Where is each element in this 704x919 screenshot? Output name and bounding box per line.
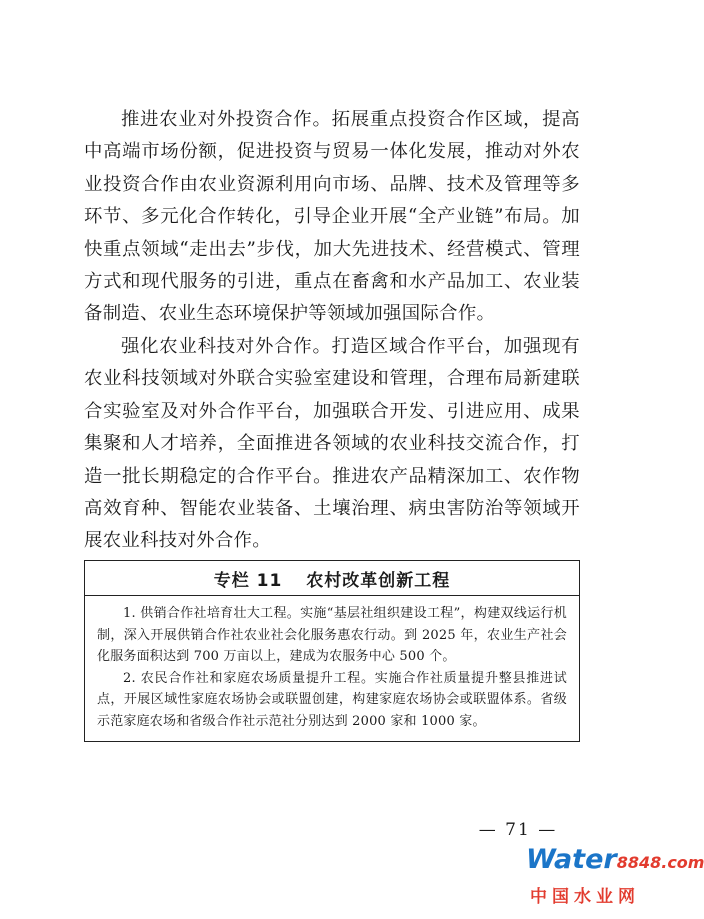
column-box-item: 1. 供销合作社培育壮大工程。实施“基层社组织建设工程”，构建双线运行机制，深入开展供销合作社农业社会化服务惠农行动。到 2025 年，农业生产社会化服务面积达到 700 万亩以上，建成为农服务中心 500 个。 [97,606,567,664]
watermark-subtitle: 中国水业网 [530,887,640,907]
body-paragraph-1: 推进农业对外投资合作。拓展重点投资合作区域，提高中高端市场份额，促进投资与贸易一体化发展，推动对外农业投资合作由农业资源利用向市场、品牌、技术及管理等多环节、多元化合作转化，引导企业开展“全产业链”布局。加快重点领域“走出去”步伐，加大先进技术、经营模式、管理方式和现代服务的引进，重点在畜禽和水产品加工、农业装备制造、农业生态环境保护等领域加强国际合作。 [84,109,580,325]
column-box-title: 农村改革创新工程 [306,570,451,591]
column-box [84,560,580,742]
column-box-header [85,561,579,596]
body-paragraph-2: 强化农业科技对外合作。打造区域合作平台，加强现有农业科技领域对外联合实验室建设和管理，合理布局新建联合实验室及对外合作平台，加强联合开发、引进应用、成果集聚和人才培养，全面推进各领域的农业科技交流合作，打造一批长期稳定的合作平台。推进农产品精深加工、农作物高效育种、智能农业装备、土壤治理、病虫害防治等领域开展农业科技对外合作。 [84,336,580,552]
column-box-item: 2. 农民合作社和家庭农场质量提升工程。实施合作社质量提升整县推进试点，开展区域性家庭农场协会或联盟创建，构建家庭农场协会或联盟体系。省级示范家庭农场和省级合作社示范社分别达到 2000 家和 1000 家。 [97,670,567,729]
watermark-suffix: .com [661,853,704,872]
column-box-label: 专栏 11 [213,570,283,591]
watermark-logo [516,842,704,919]
page-number: — 71 — [478,820,558,840]
watermark-word: Water [526,844,617,875]
watermark-number: 8848 [616,853,662,872]
watermark-wordmark [526,844,704,875]
column-box-body [85,596,579,732]
